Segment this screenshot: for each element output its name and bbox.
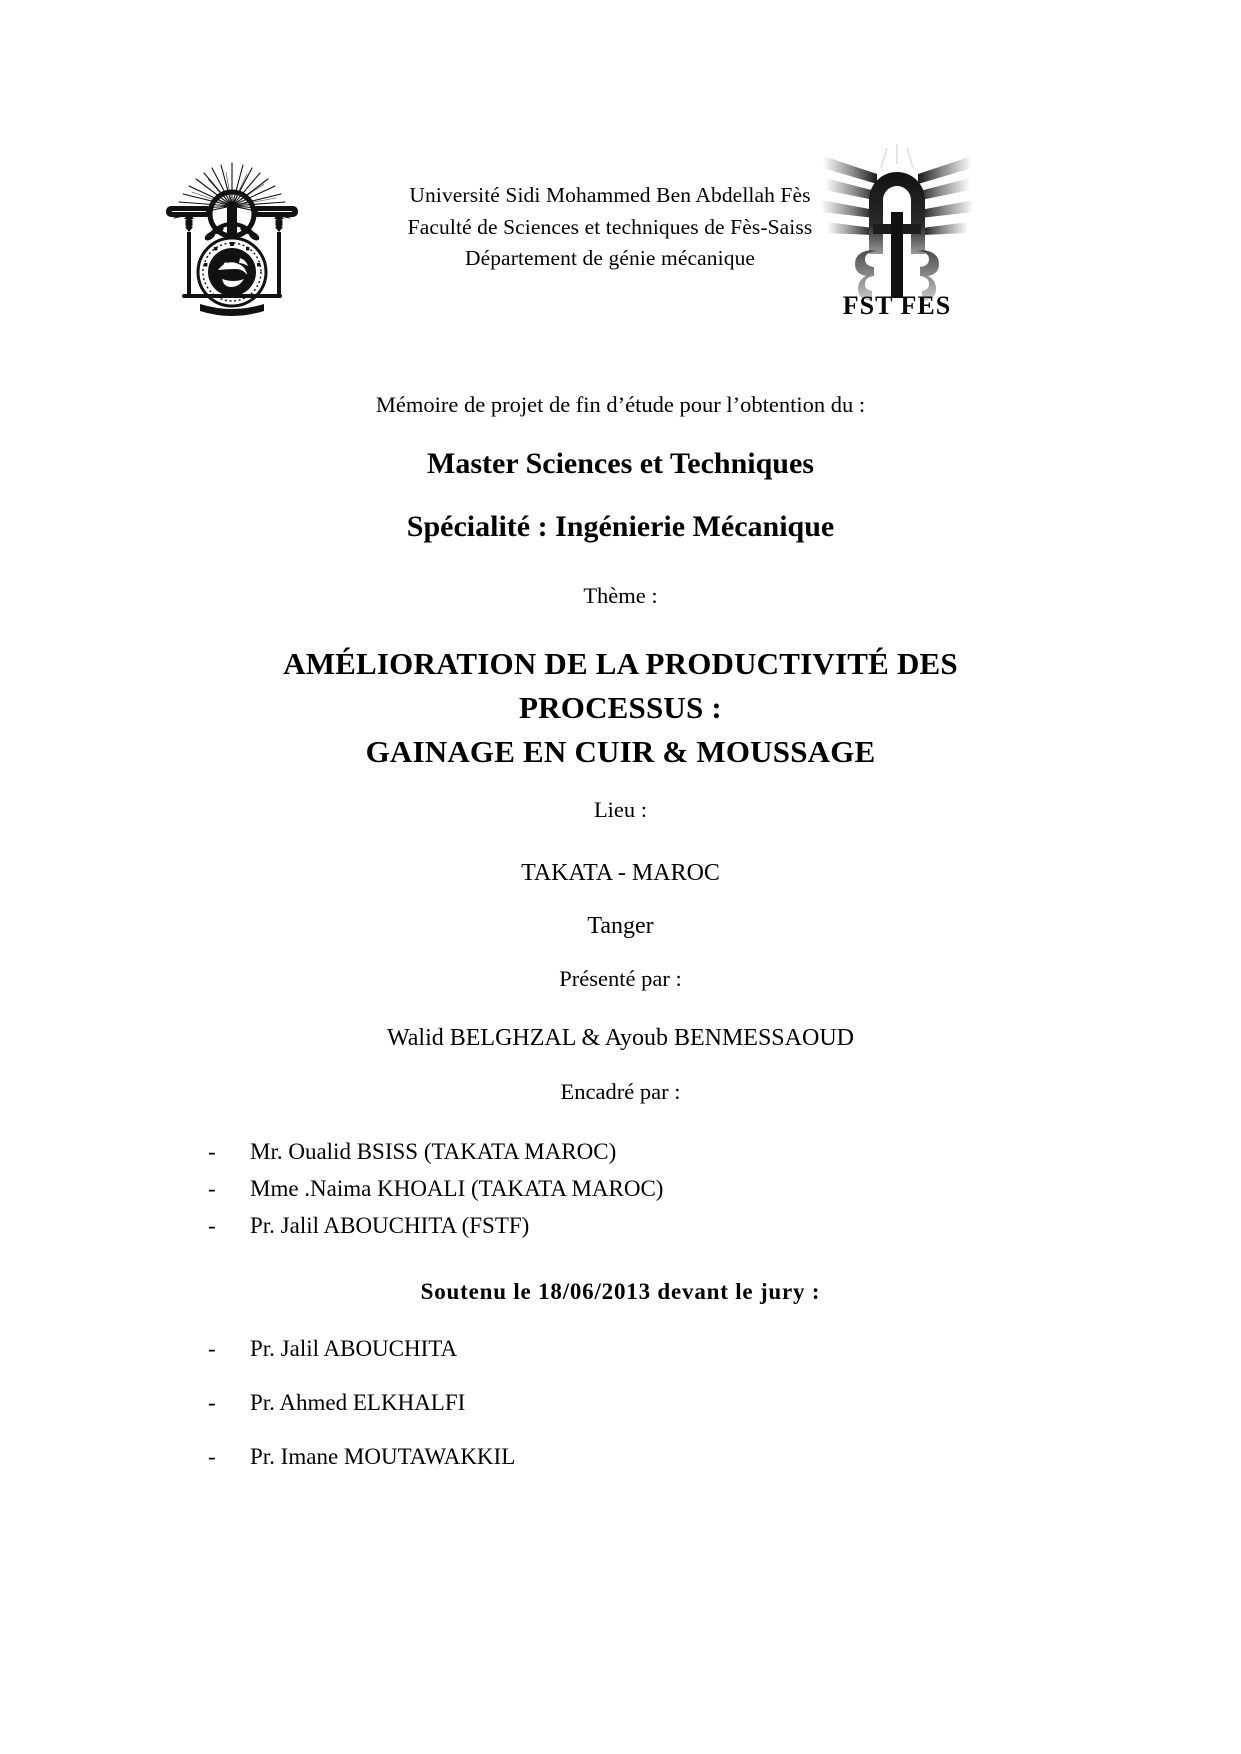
fst-fes-wordmark: FST FES xyxy=(842,291,952,318)
supervised-by-label: Encadré par : xyxy=(560,1079,681,1104)
supervisor-name: Pr. Jalil ABOUCHITA (FSTF) xyxy=(250,1213,530,1238)
bullet-dash: - xyxy=(208,1390,216,1415)
list-item xyxy=(0,1445,1241,1468)
usmba-university-seal-icon xyxy=(152,146,312,331)
fst-fes-logo-icon xyxy=(815,138,980,318)
bullet-dash: - xyxy=(208,1139,216,1164)
bullet-dash: - xyxy=(208,1176,216,1201)
bullet-dash: - xyxy=(208,1336,216,1361)
specialty-title: Spécialité : Ingénierie Mécanique xyxy=(406,510,835,543)
bullet-dash: - xyxy=(208,1444,216,1469)
presented-by-label: Présenté par : xyxy=(559,966,682,991)
list-item xyxy=(0,1391,1241,1414)
faculty-name: Faculté de Sciences et techniques de Fès-Saiss xyxy=(407,214,813,239)
theme-title-line-2: PROCESSUS : xyxy=(519,690,722,725)
list-item xyxy=(0,1140,1241,1163)
place-city: Tanger xyxy=(587,913,654,939)
degree-title: Master Sciences et Techniques xyxy=(427,447,814,480)
jury-member-name: Pr. Jalil ABOUCHITA xyxy=(250,1336,458,1361)
jury-member-name: Pr. Ahmed ELKHALFI xyxy=(250,1390,466,1415)
supervisors-list xyxy=(0,1140,1241,1251)
institution-header-text xyxy=(330,180,890,275)
list-item xyxy=(0,1177,1241,1200)
jury-member-name: Pr. Imane MOUTAWAKKIL xyxy=(250,1444,516,1469)
place-company: TAKATA - MAROC xyxy=(521,860,720,886)
place-label: Lieu : xyxy=(593,797,648,822)
supervisor-name: Mr. Oualid BSISS (TAKATA MAROC) xyxy=(250,1139,617,1164)
defense-date-line: Soutenu le 18/06/2013 devant le jury : xyxy=(420,1279,821,1304)
department-name: Département de génie mécanique xyxy=(464,246,756,271)
theme-label: Thème : xyxy=(583,583,658,608)
page-header xyxy=(0,138,1241,333)
jury-list xyxy=(0,1337,1241,1499)
memoire-intro-line: Mémoire de projet de fin d’étude pour l’obtention du : xyxy=(375,392,866,417)
bullet-dash: - xyxy=(208,1213,216,1238)
university-name: Université Sidi Mohammed Ben Abdellah Fès xyxy=(409,183,811,207)
list-item xyxy=(0,1337,1241,1360)
list-item xyxy=(0,1214,1241,1237)
authors-line: Walid BELGHZAL & Ayoub BENMESSAOUD xyxy=(387,1025,854,1051)
supervisor-name: Mme .Naima KHOALI (TAKATA MAROC) xyxy=(250,1176,664,1201)
theme-title-line-3: GAINAGE EN CUIR & MOUSSAGE xyxy=(365,734,876,769)
theme-title-line-1: AMÉLIORATION DE LA PRODUCTIVITÉ DES xyxy=(283,646,958,681)
